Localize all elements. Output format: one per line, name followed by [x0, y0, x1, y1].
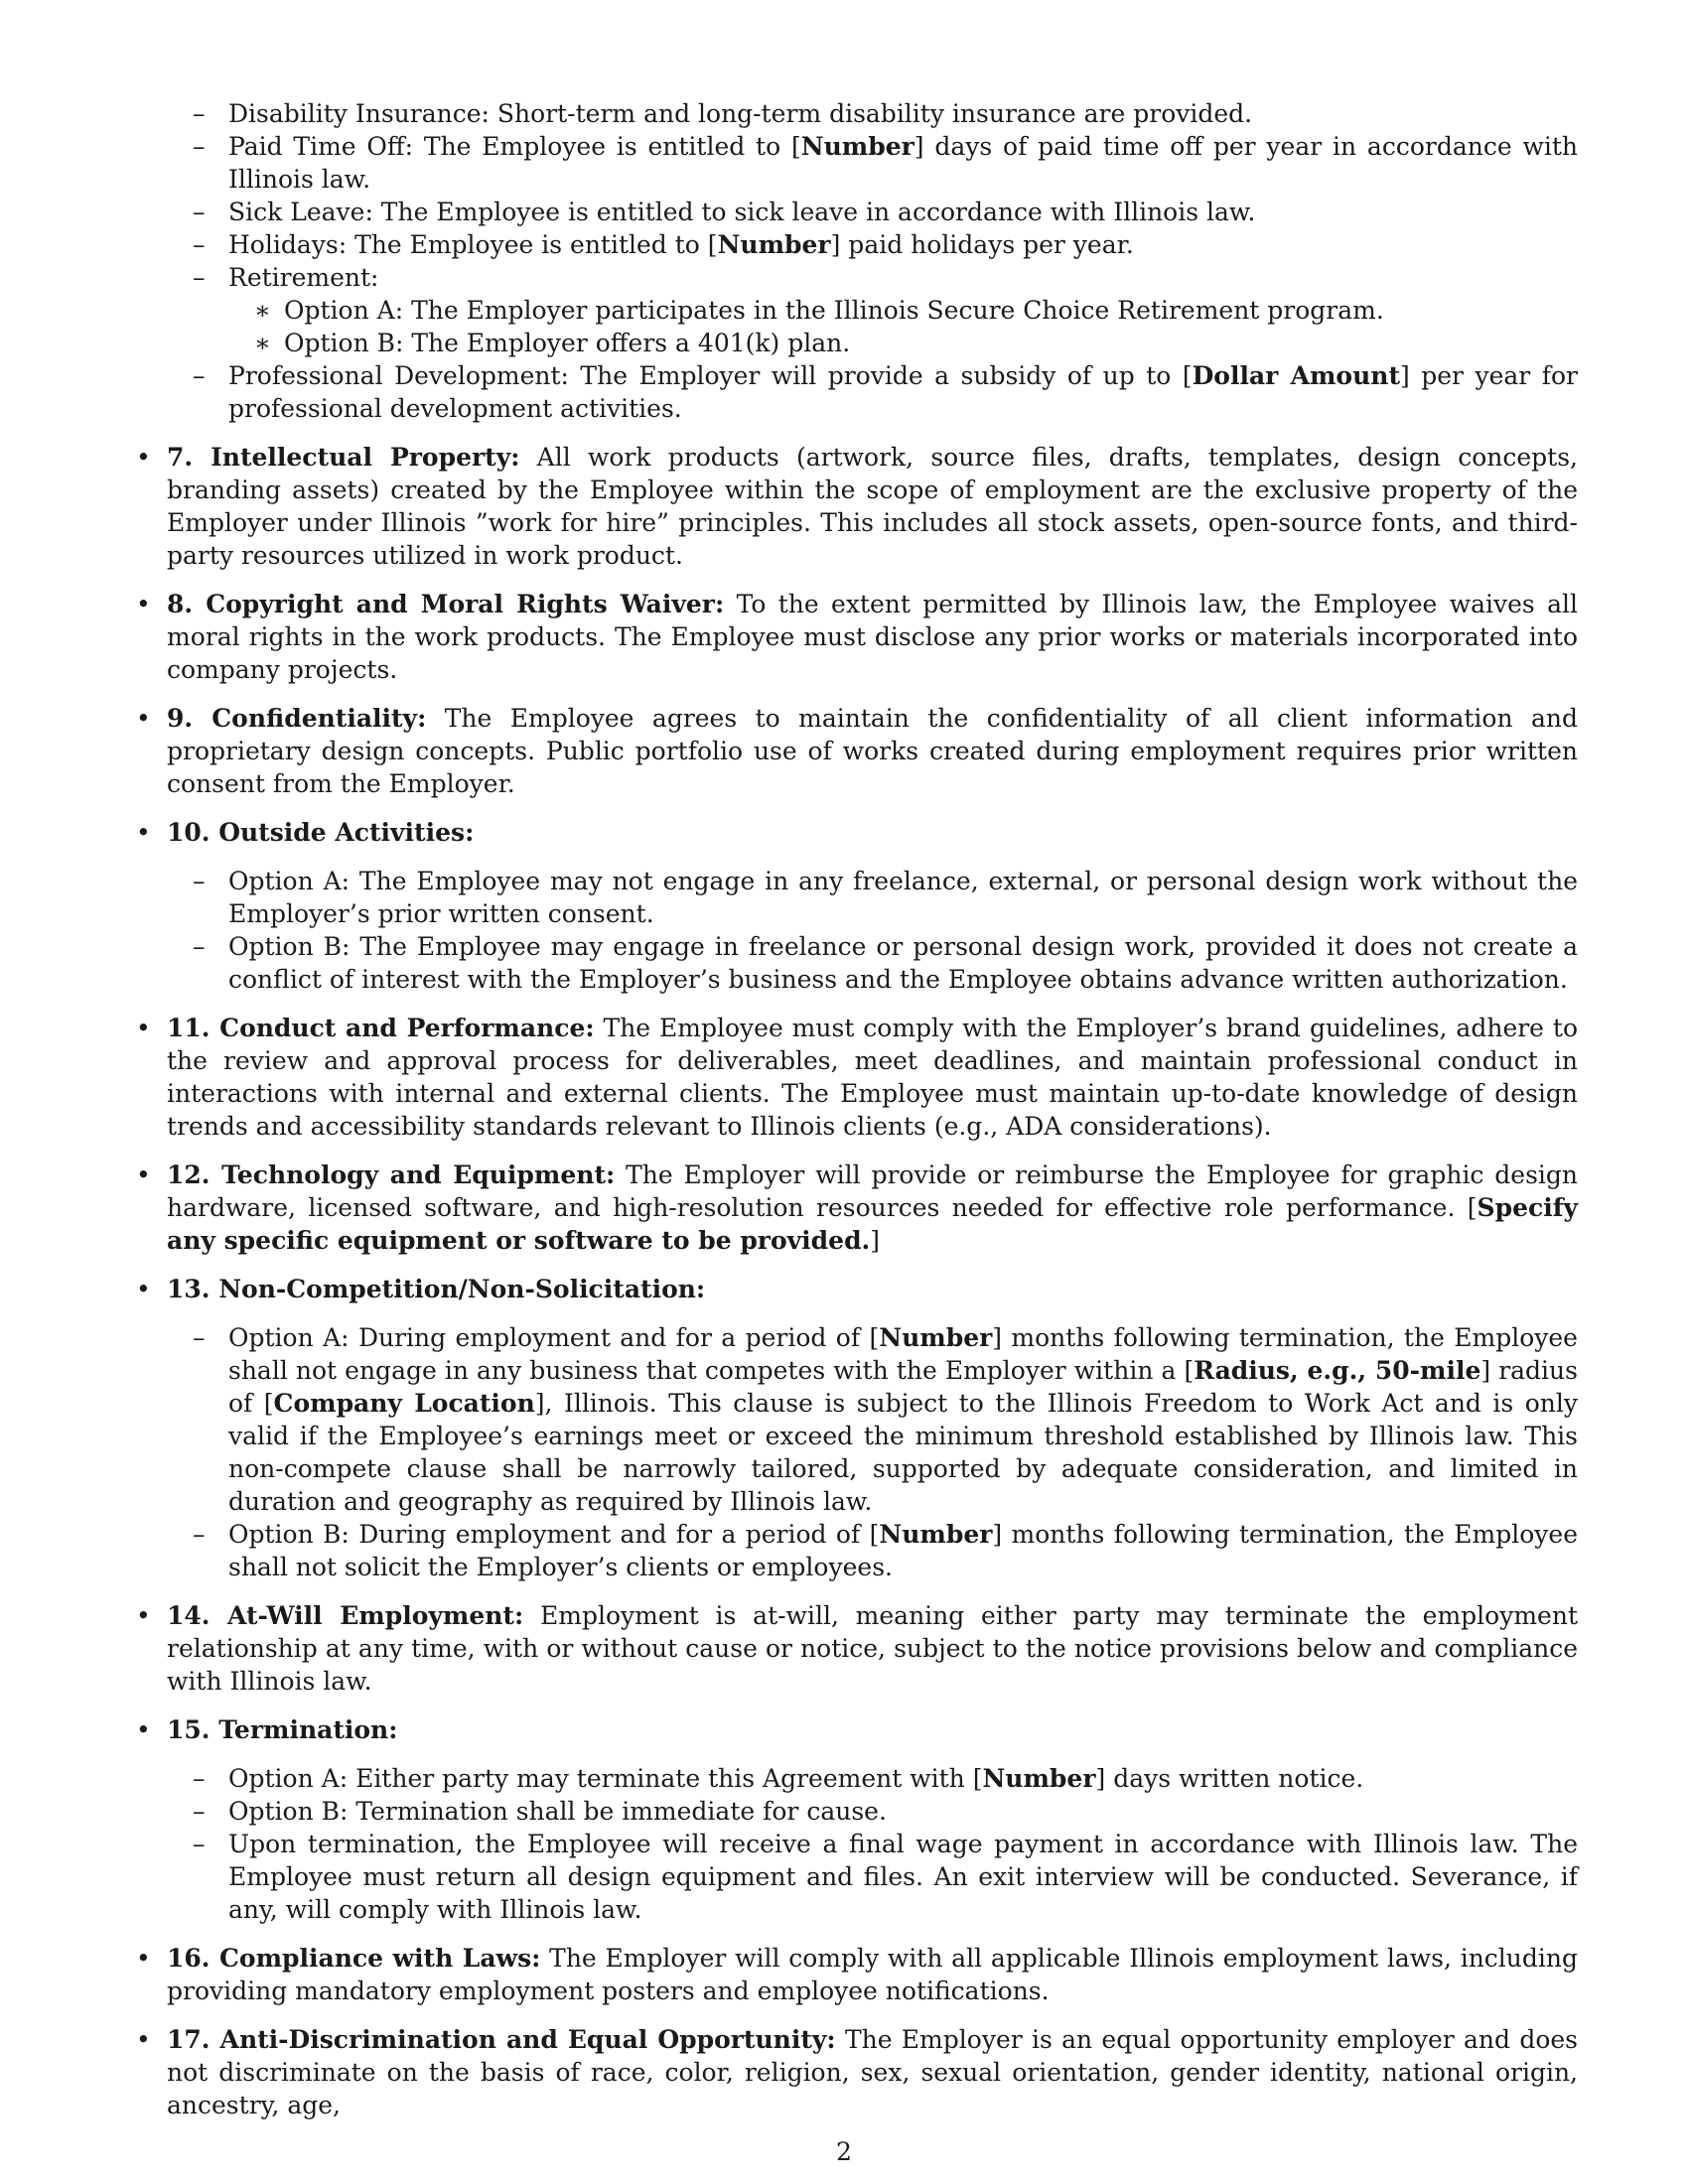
option-item	[228, 1795, 1578, 1828]
section-item	[136, 588, 1578, 686]
section-body: The Employer is an equal opportunity employer and does not discriminate on the basis of race, color, religion, sex, sexual orientation, gender identity, national origin, ancestry, age,	[167, 2025, 1579, 2119]
text-run: ] days of paid time off per year in accordance with Illinois law.	[228, 132, 1578, 194]
option-item	[228, 1518, 1578, 1583]
section-item	[136, 2023, 1578, 2121]
section-item	[136, 1273, 1578, 1583]
text-run: ] months following termination, the Employee shall not solicit the Employer’s clients or employees.	[228, 1520, 1578, 1581]
retirement-option: ∗ Option B: The Employer offers a 401(k) plan.	[284, 327, 1578, 359]
option-item	[228, 1321, 1578, 1518]
section-list	[136, 441, 1578, 2121]
section-heading: 9. Confidentiality:	[167, 704, 427, 733]
text-run: Option A: During employment and for a period of [	[228, 1323, 880, 1352]
section-item	[136, 1599, 1578, 1698]
section-body: To the extent permitted by Illinois law, the Employee waives all moral rights in the work products. The Employee must disclose any prior works or materials incorporated into company projects.	[167, 590, 1579, 684]
benefit-item	[228, 196, 1578, 228]
option-list	[167, 1321, 1578, 1583]
benefit-item	[228, 228, 1578, 261]
section-item	[136, 702, 1578, 800]
placeholder-field: Radius, e.g., 50-mile	[1194, 1356, 1481, 1385]
text-run: ] months following termination, the Employee shall not engage in any business that competes with the Employer within a [	[228, 1323, 1578, 1385]
retirement-option: ∗ Option A: The Employer participates in the Illinois Secure Choice Retirement program.	[284, 294, 1578, 327]
section-heading: 17. Anti-Discrimination and Equal Opportunity:	[167, 2025, 836, 2054]
placeholder-field: Number	[717, 230, 831, 259]
text-run: Option A: The Employee may not engage in any freelance, external, or personal design work without the Employer’s prior written consent.	[228, 867, 1578, 928]
benefits-sublist	[136, 97, 1578, 425]
document-page	[136, 97, 1578, 2121]
placeholder-field: Number	[879, 1520, 993, 1549]
section-item	[136, 1713, 1578, 1926]
section-heading: 10. Outside Activities:	[167, 818, 475, 847]
option-item	[228, 930, 1578, 996]
section-body: The Employer will provide or reimburse the Employee for graphic design hardware, licensed software, and high-resolution resources needed for effective role performance. [	[167, 1160, 1579, 1222]
option-list	[167, 1762, 1578, 1926]
placeholder-field: Dollar Amount	[1192, 361, 1400, 390]
benefit-item	[228, 359, 1578, 425]
retirement-options	[228, 294, 1578, 359]
section-heading: 11. Conduct and Performance:	[167, 1014, 595, 1042]
section-item	[136, 816, 1578, 996]
placeholder-field: Specify any specific equipment or software to be provided.	[167, 1193, 1578, 1255]
section-heading: 14. At-Will Employment:	[167, 1601, 524, 1630]
text-run: Upon termination, the Employee will receive a final wage payment in accordance with Illinois law. The Employee must return all design equipment and files. An exit interview will be conducted. Severance, if any, will comply with Illinois law.	[228, 1830, 1578, 1924]
section-heading: 7. Intellectual Property:	[167, 443, 520, 472]
placeholder-field: Number	[879, 1323, 993, 1352]
page-number: 2	[836, 2137, 852, 2166]
placeholder-field: Company Location	[273, 1389, 535, 1418]
text-run: ] paid holidays per year.	[830, 230, 1134, 259]
benefit-text: Sick Leave: The Employee is entitled to sick leave in accordance with Illinois law.	[228, 198, 1256, 226]
benefit-text: Disability Insurance: Short-term and long-term disability insurance are provided.	[228, 99, 1253, 128]
option-item	[228, 865, 1578, 930]
text-run: Option B: During employment and for a period of [	[228, 1520, 880, 1549]
text-run: Holidays: The Employee is entitled to [	[228, 230, 718, 259]
section-heading: 8. Copyright and Moral Rights Waiver:	[167, 590, 725, 618]
text-run: ] per year for professional development activities.	[228, 361, 1578, 423]
section-body: The Employer will comply with all applicable Illinois employment laws, including providing mandatory employment posters and employee notifications.	[167, 1944, 1578, 2005]
section-body: The Employee agrees to maintain the confidentiality of all client information and proprietary design concepts. Public portfolio use of works created during employment requires prior written consent from the Employer.	[167, 704, 1578, 798]
option-item	[228, 1762, 1578, 1795]
section-item	[136, 441, 1578, 572]
text-run: Option B: Termination shall be immediate for cause.	[228, 1797, 887, 1826]
option-list	[167, 865, 1578, 996]
text-run: Professional Development: The Employer will provide a subsidy of up to [	[228, 361, 1193, 390]
section-heading: 15. Termination:	[167, 1715, 398, 1744]
benefit-item	[228, 130, 1578, 196]
section-item	[136, 1942, 1578, 2007]
section-item	[136, 1012, 1578, 1143]
section-body: Employment is at-will, meaning either party may terminate the employment relationship at any time, with or without cause or notice, subject to the notice provisions below and compliance with Illinois law.	[167, 1601, 1579, 1696]
text-run: ]	[870, 1226, 881, 1255]
section-body: The Employee must comply with the Employer’s brand guidelines, adhere to the review and approval process for deliverables, meet deadlines, and maintain professional conduct in interactions with internal and external clients. The Employee must maintain up-to-date knowledge of design trends and accessibility standards relevant to Illinois clients (e.g., ADA considerations).	[167, 1014, 1579, 1141]
text-run: Option A: Either party may terminate this Agreement with [	[228, 1764, 983, 1793]
benefit-text: Retirement:	[228, 263, 379, 292]
benefit-item	[228, 97, 1578, 130]
text-run: Paid Time Off: The Employee is entitled to [	[228, 132, 801, 161]
placeholder-field: Number	[800, 132, 914, 161]
section-body: All work products (artwork, source files, drafts, templates, design concepts, branding assets) created by the Employee within the scope of employment are the exclusive property of the Employer under Illinois ”work for hire” principles. This includes all stock assets, open-source fonts, and third-party resources utilized in work product.	[167, 443, 1578, 570]
text-run: Option B: The Employee may engage in freelance or personal design work, provided it does not create a conflict of interest with the Employer’s business and the Employee obtains advance written authorization.	[228, 932, 1578, 994]
placeholder-field: Number	[982, 1764, 1096, 1793]
section-heading: 13. Non-Competition/Non-Solicitation:	[167, 1275, 706, 1303]
section-item	[136, 1159, 1578, 1257]
section-heading: 16. Compliance with Laws:	[167, 1944, 541, 1973]
text-run: ] days written notice.	[1095, 1764, 1364, 1793]
option-item	[228, 1828, 1578, 1926]
section-heading: 12. Technology and Equipment:	[167, 1160, 616, 1189]
benefit-item	[228, 261, 1578, 359]
text-run: ] radius of [	[228, 1356, 1578, 1418]
text-run: ], Illinois. This clause is subject to the Illinois Freedom to Work Act and is only valid if the Employee’s earnings meet or exceed the minimum threshold established by Illinois law. This non-compete clause shall be narrowly tailored, supported by adequate consideration, and limited in duration and geography as required by Illinois law.	[228, 1389, 1578, 1516]
